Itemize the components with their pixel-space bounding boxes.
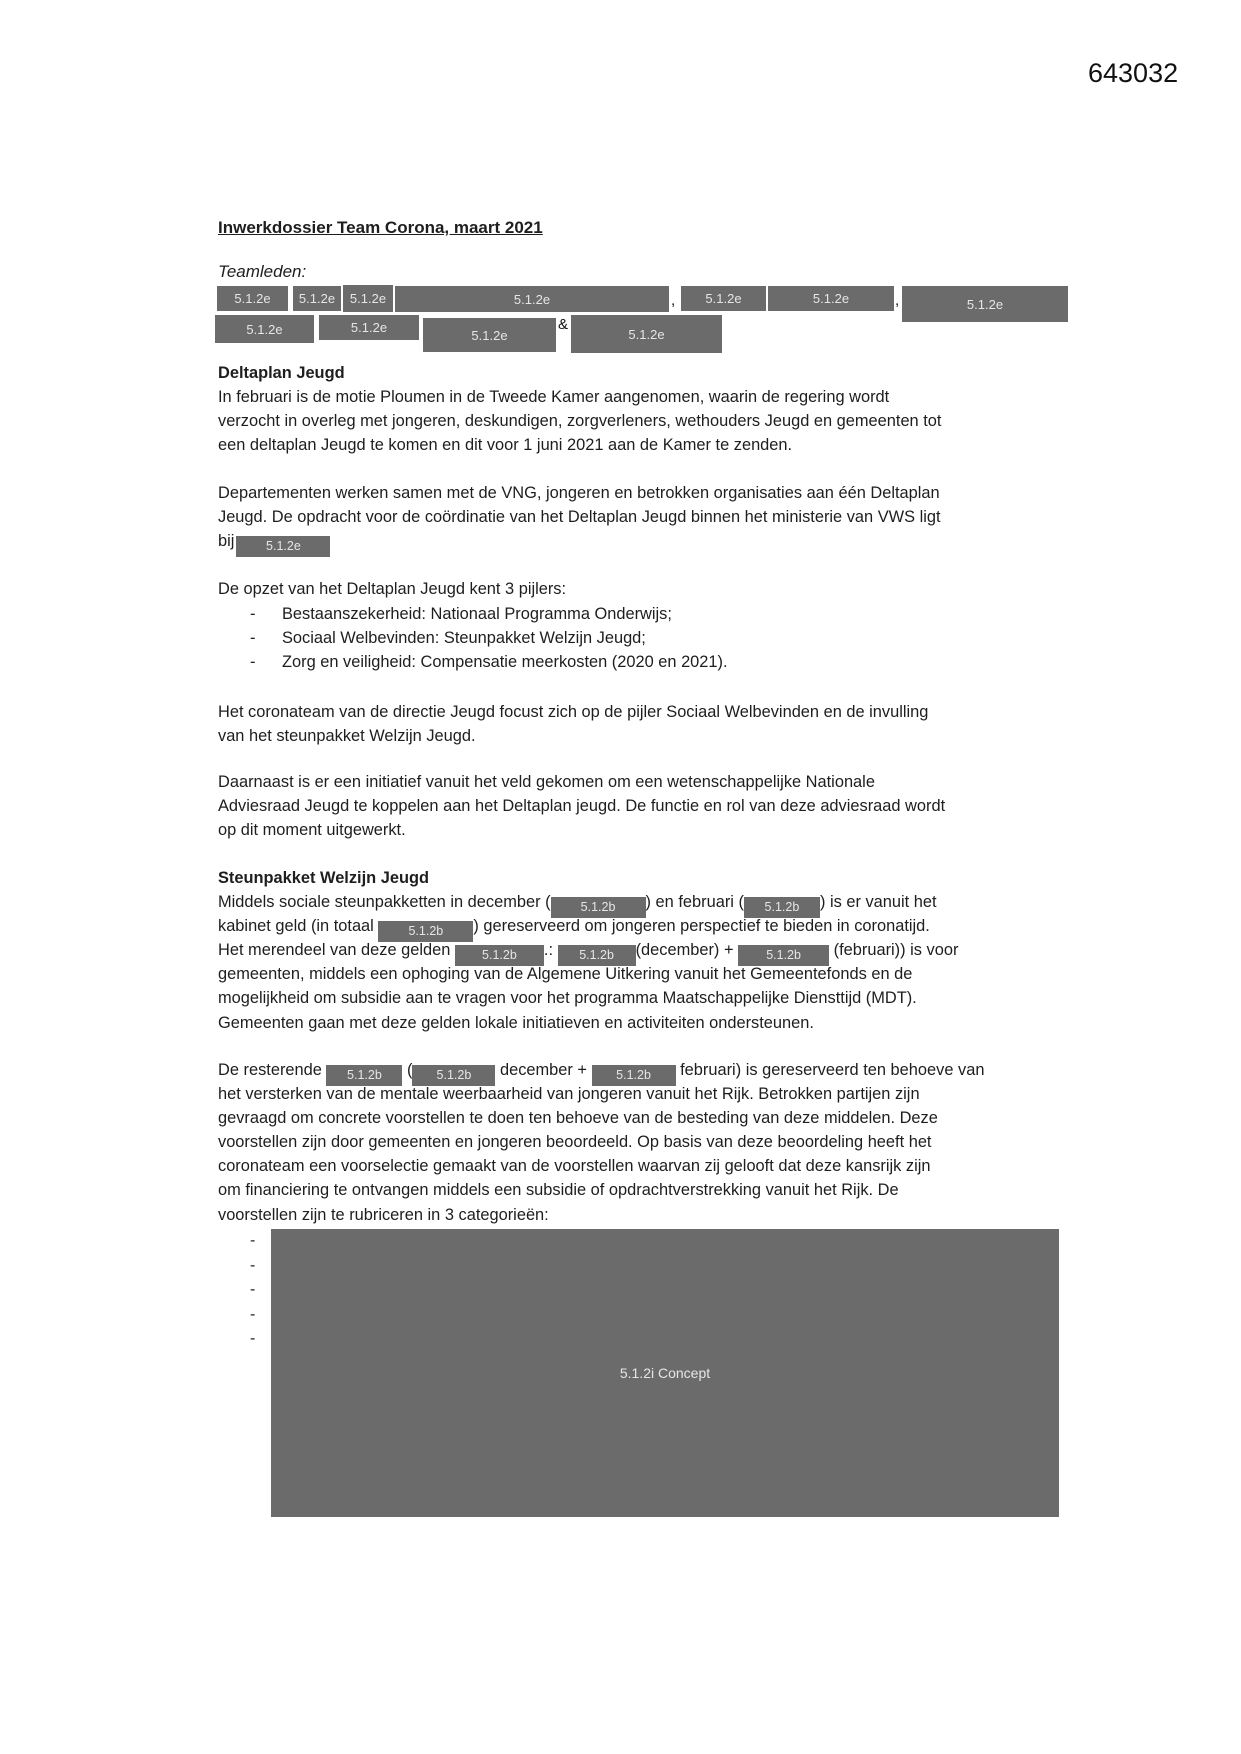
redaction-label: 5.1.2i Concept (619, 1365, 711, 1381)
redaction-box: 5.1.2e (681, 286, 766, 311)
list-item-text: Sociaal Welbevinden: Steunpakket Welzijn Jeugd; (282, 629, 646, 648)
team-members-label: Teamleden: (218, 262, 307, 281)
document-id: 643032 (1088, 58, 1179, 88)
redaction-box: 5.1.2e (423, 318, 556, 352)
text-line: Adviesraad Jeugd te koppelen aan het Deltaplan jeugd. De functie en rol van deze adviesraad wordt (218, 797, 946, 816)
text-line (218, 1058, 984, 1082)
redaction-box: 5.1.2e (902, 286, 1068, 322)
list-item (250, 626, 728, 650)
redaction-box: 5.1.2e (236, 536, 330, 557)
text: .: (543, 941, 558, 960)
separator: , (895, 292, 900, 309)
text-line: een deltaplan Jeugd te komen en dit voor 1 juni 2021 aan de Kamer te zenden. (218, 436, 793, 455)
separator: & (558, 316, 569, 333)
paragraph (218, 700, 928, 748)
redaction-box: 5.1.2b (744, 897, 820, 918)
paragraph (218, 577, 566, 601)
bullet-dash: - (250, 629, 256, 648)
text-line: Jeugd. De opdracht voor de coördinatie van het Deltaplan Jeugd binnen het ministerie van VWS ligt (218, 508, 941, 527)
bullet-dash: - (250, 653, 256, 672)
text: (februari)) is voor (829, 941, 959, 960)
text-line: mogelijkheid om subsidie aan te vragen voor het programma Maatschappelijke Diensttijd (MDT). (218, 989, 917, 1008)
text: ) is er vanuit het (819, 893, 937, 912)
text-line (218, 914, 958, 938)
text: Middels sociale steunpakketten in december ( (218, 893, 551, 912)
bullet-dash: - (250, 605, 256, 623)
text: ( (402, 1061, 413, 1079)
text-line: Departementen werken samen met de VNG, jongeren en betrokken organisaties aan één Deltaplan (218, 484, 940, 502)
text-line: De opzet van het Deltaplan Jeugd kent 3 pijlers: (218, 580, 567, 598)
redaction-box: 5.1.2e (215, 315, 314, 343)
text-line: gevraagd om concrete voorstellen te doen ten behoeve van de besteding van deze middelen. Deze (218, 1109, 938, 1128)
list-item (250, 602, 728, 626)
redaction-box: 5.1.2e (343, 285, 393, 312)
text-line: In februari is de motie Ploumen in de Tweede Kamer aangenomen, waarin de regering wordt (218, 388, 890, 407)
redaction-box: 5.1.2b (412, 1065, 495, 1086)
bullet-dash: - (250, 1330, 256, 1347)
text-line (218, 938, 958, 962)
page-title: Inwerkdossier Team Corona, maart 2021 (218, 218, 543, 237)
text-line: van het steunpakket Welzijn Jeugd. (218, 727, 476, 746)
redaction-box: 5.1.2e (217, 286, 288, 311)
deltaplan-section (218, 361, 941, 457)
text: december + (495, 1061, 592, 1079)
separator: , (671, 292, 676, 309)
redaction-box: 5.1.2e (571, 315, 722, 353)
text-line: op dit moment uitgewerkt. (218, 821, 406, 840)
redaction-box: 5.1.2b (551, 897, 646, 918)
text-line (218, 529, 941, 553)
paragraph (218, 770, 945, 842)
bullet-dash: - (250, 1256, 256, 1274)
text: ) en februari ( (645, 893, 744, 912)
paragraph (218, 481, 941, 553)
text: De resterende (218, 1061, 327, 1079)
text-line (218, 890, 958, 914)
section-heading: Deltaplan Jeugd (218, 364, 345, 382)
text: (december) + (635, 941, 739, 960)
text-line: Het coronateam van de directie Jeugd focust zich op de pijler Sociaal Welbevinden en de invulling (218, 703, 929, 721)
redaction-box: 5.1.2b (558, 945, 636, 966)
text: kabinet geld (in totaal (218, 917, 379, 936)
list-item-text: Bestaanszekerheid: Nationaal Programma Onderwijs; (282, 605, 672, 623)
redaction-box: 5.1.2e (319, 315, 419, 340)
pillar-list (250, 602, 728, 674)
redaction-box: 5.1.2b (378, 921, 473, 942)
redaction-box: 5.1.2b (455, 945, 544, 966)
bullet-dash: - (250, 1305, 256, 1323)
text-line: Daarnaast is er een initiatief vanuit het veld gekomen om een wetenschappelijke Nationale (218, 773, 875, 791)
text-line: Gemeenten gaan met deze gelden lokale initiatieven en activiteiten ondersteunen. (218, 1013, 814, 1032)
category-list (250, 1229, 255, 1352)
text-line: verzocht in overleg met jongeren, deskundigen, zorgverleners, wethouders Jeugd en gemeenten tot (218, 412, 942, 431)
text: ) gereserveerd om jongeren perspectief te bieden in coronatijd. (473, 917, 930, 936)
paragraph (218, 1058, 984, 1227)
text: Het merendeel van deze gelden (218, 941, 455, 960)
list-item-text: Zorg en veiligheid: Compensatie meerkosten (2020 en 2021). (282, 653, 728, 672)
redaction-box: 5.1.2e (768, 286, 894, 311)
bullet-dash: - (250, 1232, 256, 1249)
redaction-box: 5.1.2e (395, 286, 669, 312)
redaction-box: 5.1.2b (326, 1065, 402, 1086)
text: bij (218, 532, 235, 551)
redaction-box: 5.1.2e (293, 286, 341, 311)
redaction-box: 5.1.2b (592, 1065, 676, 1086)
list-item (250, 650, 728, 674)
text-line: voorstellen zijn door gemeenten en jongeren beoordeeld. Op basis van deze beoordeling heeft het (218, 1133, 932, 1152)
bullet-dash: - (250, 1281, 256, 1298)
section-heading: Steunpakket Welzijn Jeugd (218, 869, 429, 887)
text-line: om financiering te ontvangen middels een subsidie of opdrachtverstrekking vanuit het Rijk. De (218, 1181, 899, 1200)
text: februari) is gereserveerd ten behoeve van (675, 1061, 985, 1079)
text-line: coronateam een voorselectie gemaakt van de voorstellen waarvan zij gelooft dat deze kansrijk zijn (218, 1157, 931, 1176)
steunpakket-section (218, 866, 958, 1035)
text-line: gemeenten, middels een ophoging van de Algemene Uitkering vanuit het Gemeentefonds en de (218, 965, 913, 984)
text-line: het versterken van de mentale weerbaarheid van jongeren vanuit het Rijk. Betrokken partijen zijn (218, 1085, 920, 1104)
redaction-box: 5.1.2b (738, 945, 829, 966)
redaction-box-large (271, 1229, 1059, 1517)
text-line: voorstellen zijn te rubriceren in 3 categorieën: (218, 1205, 549, 1224)
